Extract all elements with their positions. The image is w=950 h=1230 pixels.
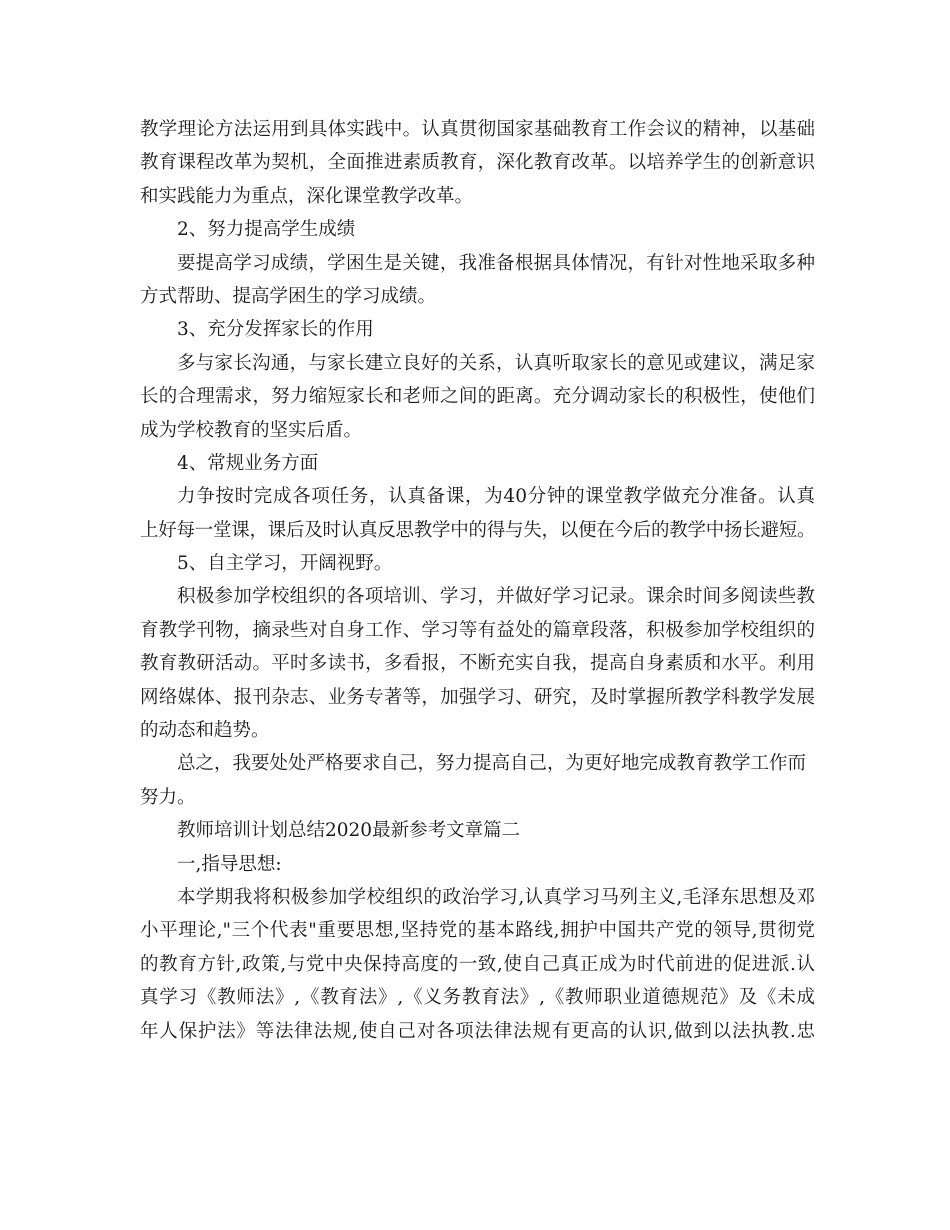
article-subtitle: 教师培训计划总结2020最新参考文章篇二 bbox=[177, 820, 521, 842]
section-heading: 4、常规业务方面 bbox=[177, 452, 319, 474]
paragraph-line: 小平理论,"三个代表"重要思想,坚持党的基本路线,拥护中国共产党的领导,贯彻党 bbox=[140, 920, 815, 942]
section-heading: 3、充分发挥家长的作用 bbox=[177, 319, 374, 341]
paragraph-line: 上好每一堂课，课后及时认真反思教学中的得与失，以便在今后的教学中扬长避短。 bbox=[140, 519, 816, 541]
document-body bbox=[140, 113, 815, 1048]
paragraph-line: 的动态和趋势。 bbox=[140, 720, 270, 742]
paragraph-line: 教育课程改革为契机，全面推进素质教育，深化教育改革。以培养学生的创新意识 bbox=[140, 152, 815, 174]
section-heading: 一,指导思想: bbox=[177, 853, 282, 875]
paragraph-line: 多与家长沟通，与家长建立良好的关系，认真听取家长的意见或建议，满足家 bbox=[177, 352, 815, 374]
paragraph-line: 网络媒体、报刊杂志、业务专著等，加强学习、研究，及时掌握所教学科教学发展 bbox=[140, 686, 815, 708]
paragraph-line: 积极参加学校组织的各项培训、学习，并做好学习记录。课余时间多阅读些教 bbox=[177, 586, 815, 608]
section-heading: 2、努力提高学生成绩 bbox=[177, 219, 356, 241]
paragraph-line: 成为学校教育的坚实后盾。 bbox=[140, 419, 363, 441]
paragraph-line: 总之，我要处处严格要求自己，努力提高自己，为更好地完成教育教学工作而 bbox=[177, 753, 807, 775]
paragraph-line: 年人保护法》等法律法规,使自己对各项法律法规有更高的认识,做到以法执教.忠 bbox=[140, 1020, 815, 1042]
paragraph-line: 方式帮助、提高学困生的学习成绩。 bbox=[140, 285, 437, 307]
paragraph-line: 长的合理需求，努力缩短家长和老师之间的距离。充分调动家长的积极性，使他们 bbox=[140, 386, 815, 408]
paragraph-line: 本学期我将积极参加学校组织的政治学习,认真学习马列主义,毛泽东思想及邓 bbox=[177, 886, 815, 908]
paragraph-line: 力争按时完成各项任务，认真备课，为40分钟的课堂教学做充分准备。认真 bbox=[177, 486, 815, 508]
paragraph-line: 和实践能力为重点，深化课堂教学改革。 bbox=[140, 185, 474, 207]
paragraph-line: 教育教研活动。平时多读书，多看报，不断充实自我，提高自身素质和水平。利用 bbox=[140, 653, 815, 675]
paragraph-line: 的教育方针,政策,与党中央保持高度的一致,使自己真正成为时代前进的促进派.认 bbox=[140, 953, 815, 975]
paragraph-line: 要提高学习成绩，学困生是关键，我准备根据具体情况，有针对性地采取多种 bbox=[177, 252, 815, 274]
paragraph-line: 努力。 bbox=[140, 786, 196, 808]
paragraph-line: 真学习《教师法》,《教育法》,《义务教育法》,《教师职业道德规范》及《未成 bbox=[140, 987, 815, 1009]
section-heading: 5、自主学习，开阔视野。 bbox=[177, 553, 393, 575]
paragraph-line: 教学理论方法运用到具体实践中。认真贯彻国家基础教育工作会议的精神，以基础 bbox=[140, 119, 815, 140]
paragraph-line: 育教学刊物，摘录些对自身工作、学习等有益处的篇章段落，积极参加学校组织的 bbox=[140, 619, 815, 641]
